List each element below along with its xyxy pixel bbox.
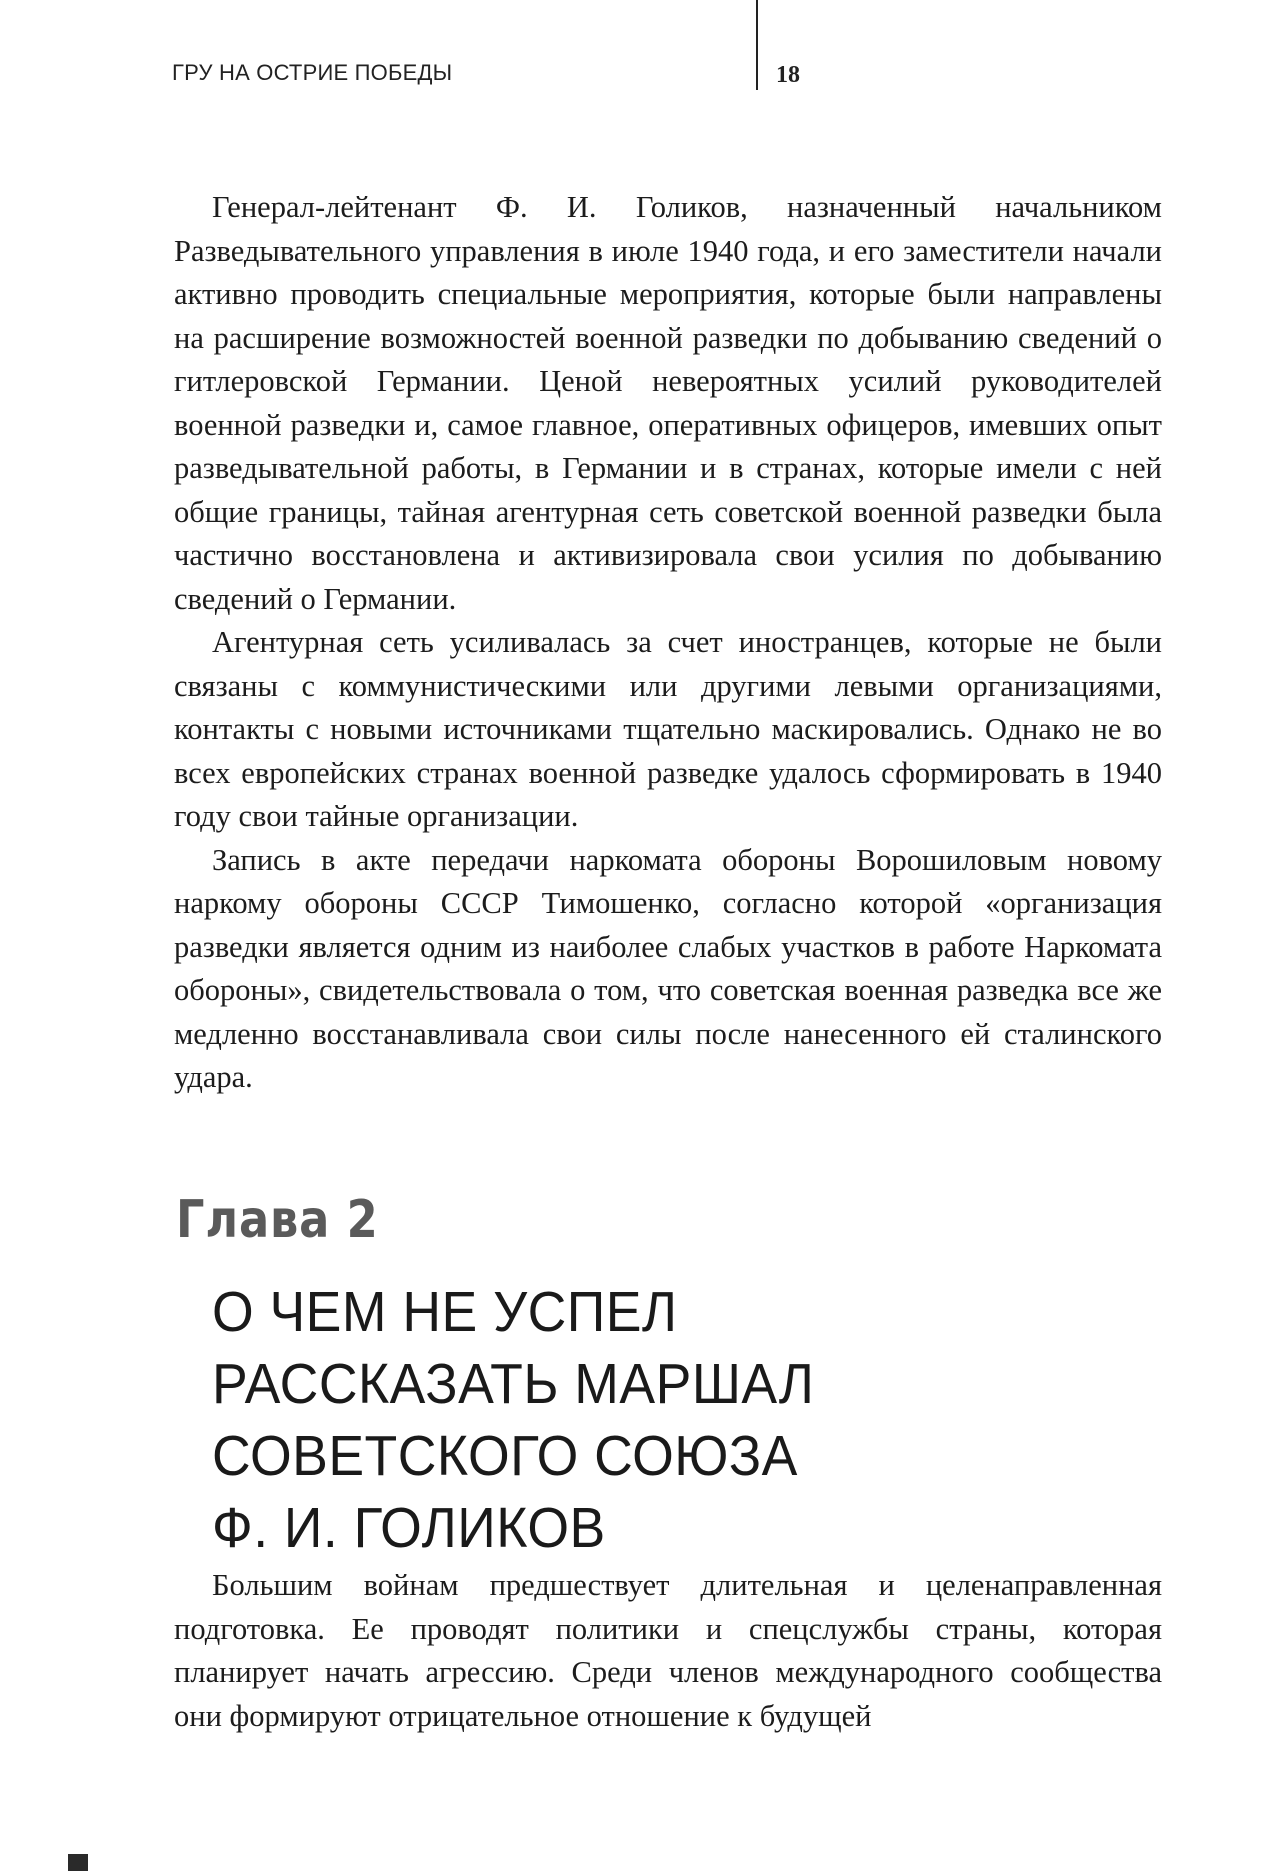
chapter-title xyxy=(212,1276,1058,1564)
paragraph: Агентурная сеть усиливалась за счет иностранцев, которые не были связаны с коммунистическими или другими левыми организациями, контакты с новыми источниками тщательно маскировались. Однако не во всех европейских странах военной разведке удалось сформировать в 1940 году свои тайные организации. xyxy=(174,625,1162,833)
scan-artifact-mark xyxy=(68,1854,88,1871)
running-title: ГРУ НА ОСТРИЕ ПОБЕДЫ xyxy=(172,60,453,85)
chapter-title-line: РАССКАЗАТЬ МАРШАЛ xyxy=(212,1352,815,1416)
body-text-before-chapter xyxy=(174,186,1162,1100)
body-text-after-chapter xyxy=(174,1564,1162,1738)
header-divider xyxy=(756,0,758,90)
chapter-label: Глава 2 xyxy=(176,1190,379,1250)
paragraph: Запись в акте передачи наркомата обороны Ворошиловым новому наркому обороны СССР Тимошенко, согласно которой «организация разведки является одним из наиболее слабых участков в работе Наркомата обороны», свидетельствовала о том, что советская военная разведка все же медленно восстанавливала свои силы после нанесенного ей сталинского удара. xyxy=(174,842,1162,1094)
paragraph: Генерал-лейтенант Ф. И. Голиков, назначенный начальником Разведывательного управления в июле 1940 года, и его заместители начали активно проводить специальные мероприятия, которые были направлены на расширение возможностей военной разведки по добыванию сведений о гитлеровской Германии. Ценой невероятных усилий руководителей военной разведки и, самое главное, оперативных офицеров, имевших опыт разведывательной работы, в Германии и в странах, которые имели с ней общие границы, тайная агентурная сеть советской военной разведки была частично восстановлена и активизировала свои усилия по добыванию сведений о Германии. xyxy=(174,190,1162,616)
chapter-title-line: СОВЕТСКОГО СОЮЗА xyxy=(212,1424,798,1488)
chapter-title-line: О ЧЕМ НЕ УСПЕЛ xyxy=(212,1280,678,1344)
page-number: 18 xyxy=(776,62,800,88)
chapter-title-line: Ф. И. ГОЛИКОВ xyxy=(212,1496,606,1560)
paragraph: Большим войнам предшествует длительная и целенаправленная подготовка. Ее проводят политики и спецслужбы страны, которая планирует начать агрессию. Среди членов международного сообщества они формируют отрицательное отношение к будущей xyxy=(174,1568,1162,1733)
